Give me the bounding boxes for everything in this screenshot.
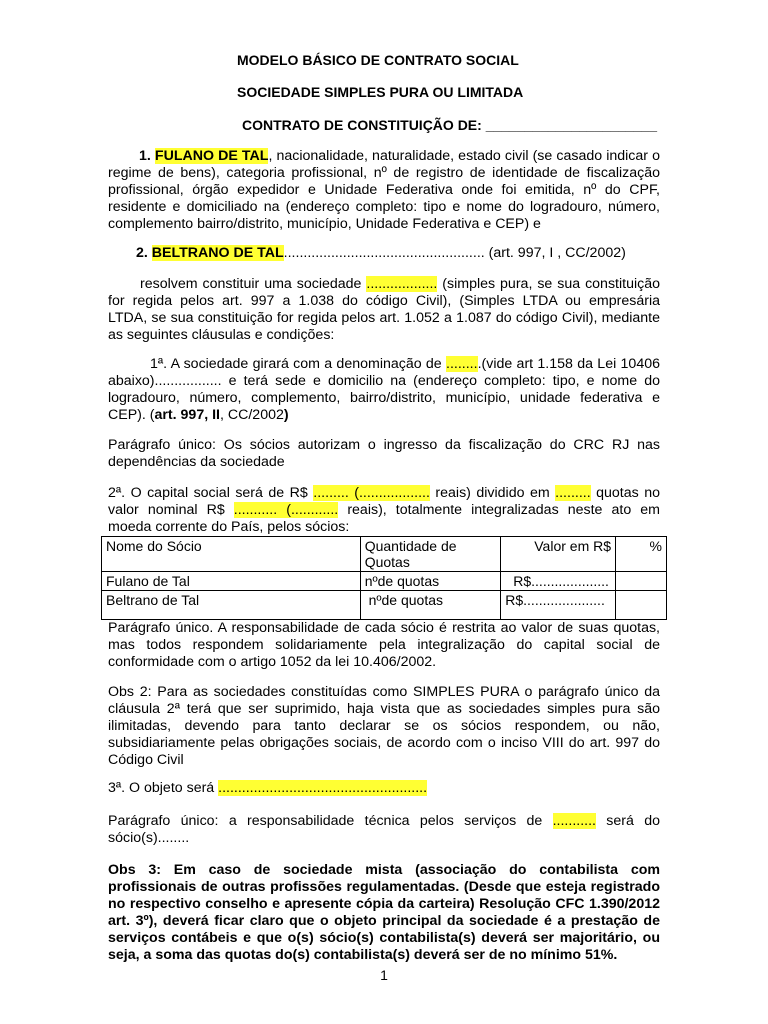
paragraph2-line2: mas todos respondem solidariamente pela integralização do capital social de xyxy=(108,637,660,653)
paragraph2 xyxy=(108,620,660,671)
table-cell: nºde quotas xyxy=(360,591,501,620)
document-title: MODELO BÁSICO DE CONTRATO SOCIAL xyxy=(237,52,519,68)
party1-number: 1. xyxy=(139,148,155,164)
paragraph3-line1a: Parágrafo único: a responsabilidade técnica pelos serviços de xyxy=(108,813,553,829)
clause1-line4a: CEP). ( xyxy=(108,407,155,423)
clause2-l2a: valor nominal R$ xyxy=(108,502,234,518)
clause1-article-ref: art. 997, II xyxy=(154,407,220,423)
society-type-blank: .................. xyxy=(366,276,438,292)
page-number: 1 xyxy=(380,967,388,983)
table-header-cell: Valor em R$ xyxy=(501,537,616,572)
party1-line5: complemento bairro/distrito, município, Unidade Federativa e CEP) e xyxy=(108,216,541,232)
clause2-paragraph xyxy=(108,485,660,536)
company-name-blank: ........ xyxy=(446,356,478,372)
obs2-line5: Código Civil xyxy=(108,752,184,768)
resolvem-line1b: (simples pura, se sua constituição xyxy=(437,276,660,292)
clause2-l3: moeda corrente do País, pelos sócios: xyxy=(108,519,350,535)
table-cell: Fulano de Tal xyxy=(102,572,361,591)
clause1-line4-close: ) xyxy=(283,407,289,423)
table-cell: R$.................... xyxy=(501,572,616,591)
obs3-line1: Obs 3: Em caso de sociedade mista (associação do contabilista com xyxy=(108,862,660,878)
clause1-line1b: .(vide art 1.158 da Lei 10406 xyxy=(477,356,660,372)
party1-line3: profissional, órgão expedidor e Unidade Federativa onde foi emitida, nº do CPF, xyxy=(108,182,660,198)
table-cell: R$..................... xyxy=(501,591,616,620)
document-subtitle: SOCIEDADE SIMPLES PURA OU LIMITADA xyxy=(237,84,524,100)
party1-line1: , nacionalidade, naturalidade, estado civil (se casado indicar o xyxy=(268,148,660,164)
table-cell xyxy=(616,572,667,591)
party2-rest: ................................................... (art. 997, I , CC/2002) xyxy=(283,245,626,261)
clause1-line3: logradouro, número, complemento, bairro/distrito, município, unidade federativa e xyxy=(108,390,660,406)
table-header-cell: % xyxy=(616,537,667,572)
resolvem-line1a: resolvem constituir uma sociedade xyxy=(140,276,367,292)
paragraph1 xyxy=(108,437,660,471)
capital-value-blank: ......... ( xyxy=(313,485,359,501)
object-blank: ..................................................... xyxy=(218,780,428,796)
clause1-line2: abaixo)................. e terá sede e domicilio na (endereço completo: tipo, e nome do xyxy=(108,373,660,389)
capital-words-blank: .................. xyxy=(358,485,430,501)
table-cell: nºde quotas xyxy=(360,572,501,591)
clause3-prefix: 3ª. O objeto será xyxy=(108,780,219,796)
obs3-line5: serviços contábeis e que o(s) sócio(s) contabilista(s) deverá ser majoritário, ou xyxy=(108,930,660,946)
table-header-cell: Nome do Sócio xyxy=(102,537,361,572)
paragraph1-line2: dependências da sociedade xyxy=(108,454,285,470)
resolvem-paragraph xyxy=(108,276,660,344)
party1-paragraph xyxy=(108,148,660,233)
obs2-line3: ilimitadas, devendo para tanto declarar se os sócios respondem, ou não, xyxy=(108,718,660,734)
clause1-paragraph xyxy=(108,356,660,424)
resolvem-line2: for regida pelos art. 997 a 1.038 do código Civil), (Simples LTDA ou empresária xyxy=(108,293,660,309)
clause2-l1c: reais) dividido em xyxy=(429,485,556,501)
obs2-paragraph xyxy=(108,684,660,769)
clause1-line1a: 1ª. A sociedade girará com a denominação de xyxy=(150,356,447,372)
obs2-line4: subsidiariamente pelas obrigações sociais, de acordo com o inciso VIII do art. 997 do xyxy=(108,735,660,751)
party2-name: BELTRANO DE TAL xyxy=(151,245,284,261)
nominal-words-blank: ............ xyxy=(290,502,339,518)
table-header-cell: Quantidade de Quotas xyxy=(360,537,501,572)
clause2-l2d: reais), totalmente integralizadas neste ato em xyxy=(338,502,660,518)
table-cell: Beltrano de Tal xyxy=(102,591,361,620)
paragraph2-line1: Parágrafo único. A responsabilidade de cada sócio é restrita ao valor de suas quotas, xyxy=(108,620,660,636)
party2-number: 2. xyxy=(136,245,152,261)
paragraph3 xyxy=(108,813,660,847)
paragraph3-line2: sócio(s)........ xyxy=(108,830,190,846)
table-row xyxy=(102,591,667,620)
obs3-line4: art. 3º), deverá ficar claro que o objeto principal da sociedade é a prestação de xyxy=(108,913,660,929)
clause2-l1a: 2ª. O capital social será de R$ xyxy=(108,485,314,501)
technical-service-blank: ........... xyxy=(552,813,596,829)
quota-count-blank: ......... xyxy=(555,485,591,501)
clause2-l1e: quotas no xyxy=(590,485,660,501)
obs2-line1: Obs 2: Para as sociedades constituídas como SIMPLES PURA o parágrafo único da xyxy=(108,684,660,700)
paragraph1-line1: Parágrafo único: Os sócios autorizam o ingresso da fiscalização do CRC RJ nas xyxy=(108,437,660,453)
resolvem-line3: LTDA, se sua constituição for regida pelos art. 1.052 a 1.087 do código Civil), mediante xyxy=(108,310,660,326)
obs3-line3: no respectivo conselho e apresente cópia da carteira) Resolução CFC 1.390/2012 xyxy=(108,896,660,912)
party2-paragraph xyxy=(136,245,626,262)
clause1-line4b: , CC/2002 xyxy=(219,407,284,423)
clause3-paragraph xyxy=(108,780,427,797)
obs3-paragraph xyxy=(108,862,660,964)
obs3-line2: profissionais de outras profissões regulamentadas. (Desde que esteja registrado xyxy=(108,879,660,895)
paragraph2-line3: conformidade com o artigo 1052 da lei 10.406/2002. xyxy=(108,654,437,670)
contract-heading: CONTRATO DE CONSTITUIÇÃO DE: ______________________ xyxy=(242,117,657,133)
nominal-value-blank: ........... ( xyxy=(233,502,291,518)
table-cell xyxy=(616,591,667,620)
party1-line2: regime de bens), categoria profissional, nº de registro de identidade de fiscalização xyxy=(108,165,660,181)
party1-line4: residente e domiciliado na (endereço completo: tipo e nome do logradouro, número, xyxy=(108,199,660,215)
table-header-row xyxy=(102,537,667,572)
partners-table xyxy=(101,536,667,620)
paragraph3-line1b: será do xyxy=(595,813,660,829)
table-row xyxy=(102,572,667,591)
obs3-line6: seja, a soma das quotas do(s) contabilista(s) deverá ser de no mínimo 51%. xyxy=(108,947,618,963)
resolvem-line4: as seguintes cláusulas e condições: xyxy=(108,327,335,343)
party1-name: FULANO DE TAL xyxy=(154,148,269,164)
obs2-line2: cláusula 2ª terá que ser suprimido, haja vista que as sociedades simples pura são xyxy=(108,701,660,717)
